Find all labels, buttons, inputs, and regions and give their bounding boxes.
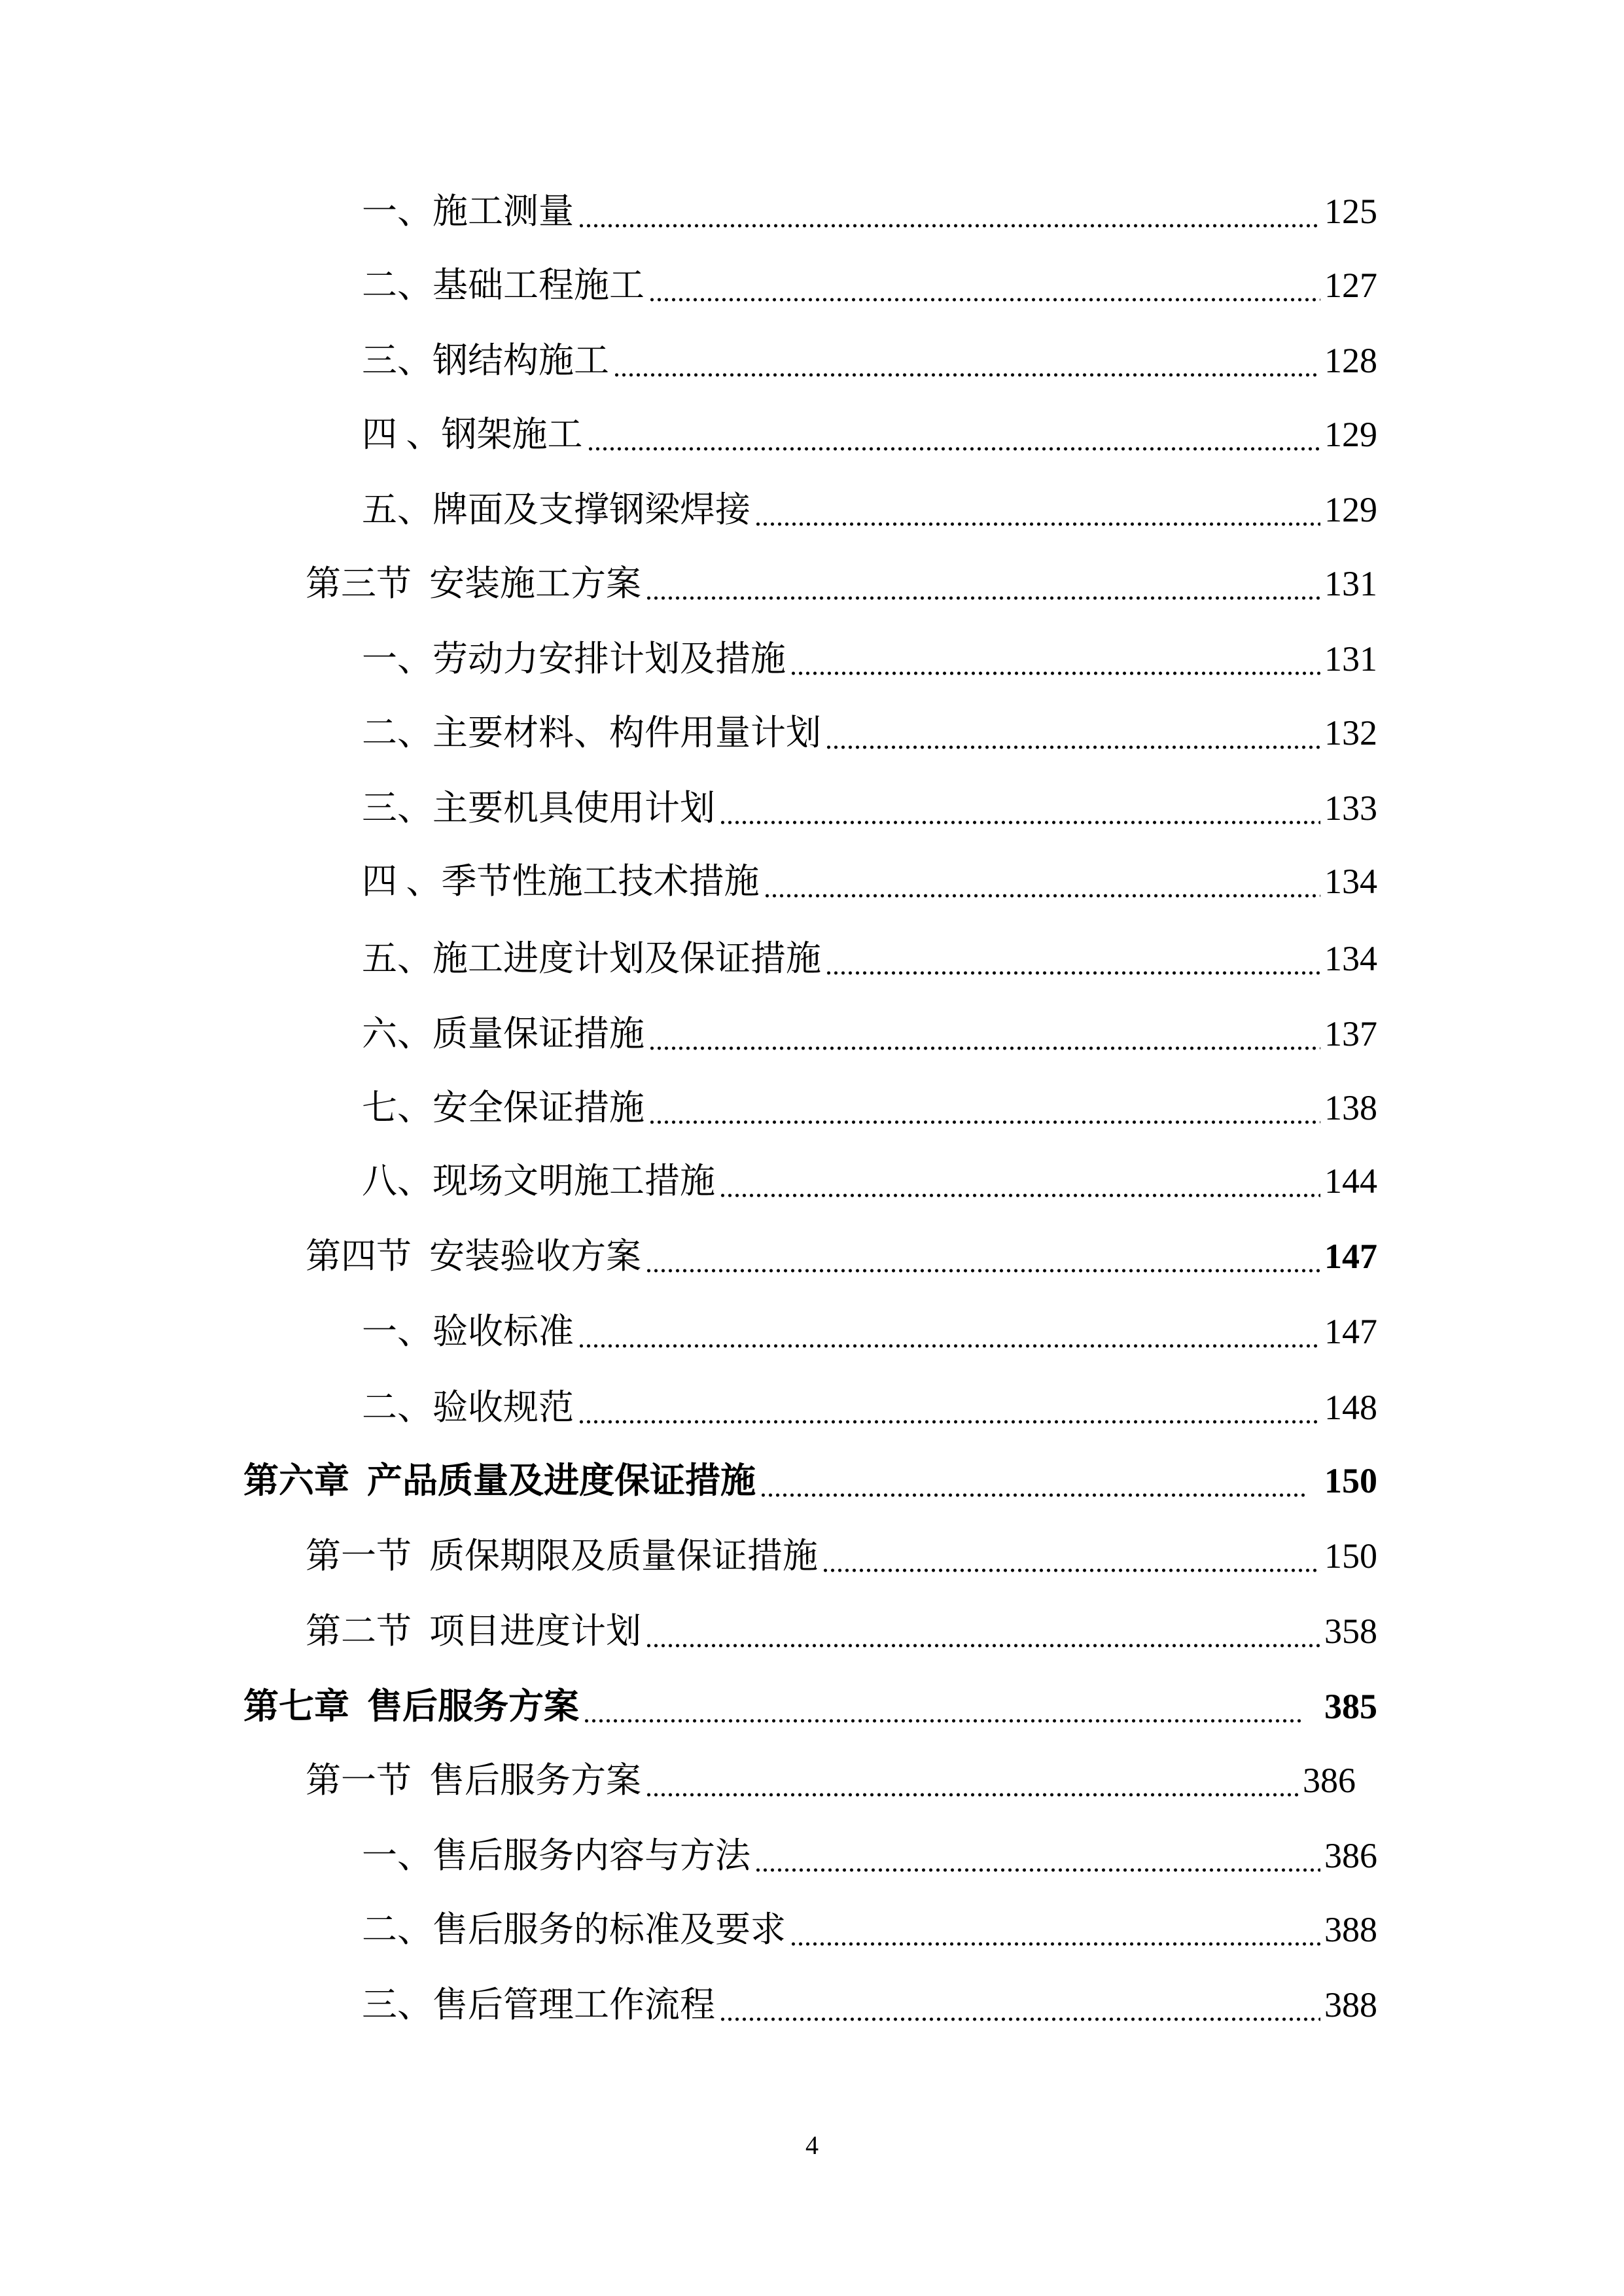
toc-entry-page: 134 <box>1324 862 1377 901</box>
toc-entry-title: 第三节 安装施工方案 <box>306 564 641 603</box>
toc-entry-page: 148 <box>1324 1388 1377 1427</box>
toc-entry[interactable] <box>0 408 1377 461</box>
toc-entry[interactable] <box>0 557 1377 610</box>
dot-leader <box>754 484 1320 536</box>
toc-entry[interactable] <box>0 1381 1377 1434</box>
toc-entry-page: 147 <box>1324 1312 1377 1351</box>
toc-entry-page: 358 <box>1324 1612 1377 1651</box>
dot-leader <box>648 1082 1320 1134</box>
dot-leader <box>790 633 1320 685</box>
toc-entry-page: 125 <box>1324 192 1377 231</box>
toc-entry[interactable] <box>0 1155 1377 1207</box>
dot-leader <box>760 1455 1305 1507</box>
toc-entry-title: 第一节 售后服务方案 <box>306 1761 641 1800</box>
toc-entry[interactable] <box>0 782 1377 834</box>
toc-entry-page: 386 <box>1303 1761 1356 1800</box>
toc-entry[interactable] <box>0 1903 1377 1956</box>
dot-leader <box>648 259 1320 311</box>
toc-entry[interactable] <box>0 1082 1377 1134</box>
toc-entry-page: 131 <box>1324 564 1377 603</box>
toc-entry-page: 129 <box>1324 415 1377 454</box>
dot-leader <box>648 1008 1320 1060</box>
toc-entry-title: 第二节 项目进度计划 <box>306 1612 641 1651</box>
toc-entry-page: 147 <box>1324 1237 1377 1276</box>
dot-leader <box>719 1155 1320 1207</box>
toc-entry[interactable] <box>0 259 1377 311</box>
toc-entry-page: 150 <box>1324 1536 1377 1576</box>
toc-entry[interactable] <box>0 1008 1377 1060</box>
toc-entry-page: 137 <box>1324 1014 1377 1053</box>
toc-entry-page: 388 <box>1324 1985 1377 2024</box>
dot-leader <box>578 1305 1320 1358</box>
toc-entry[interactable] <box>0 1605 1377 1657</box>
toc-entry[interactable] <box>0 1455 1377 1507</box>
toc-entry[interactable] <box>0 1829 1377 1882</box>
dot-leader <box>790 1903 1320 1956</box>
toc-entry[interactable] <box>0 1305 1377 1358</box>
toc-entry[interactable] <box>0 1754 1356 1807</box>
toc-entry-title: 二、验收规范 <box>362 1388 574 1427</box>
toc-entry[interactable] <box>0 484 1377 536</box>
toc-entry[interactable] <box>0 932 1377 985</box>
toc-entry-title: 四 、钢架施工 <box>362 415 583 454</box>
toc-entry[interactable] <box>0 1680 1377 1733</box>
dot-leader <box>578 185 1320 238</box>
toc-entry[interactable] <box>0 707 1377 759</box>
toc-entry-title: 五、牌面及支撑钢梁焊接 <box>362 490 750 529</box>
page-number: 4 <box>805 2130 819 2160</box>
toc-entry-page: 388 <box>1324 1910 1377 1949</box>
toc-entry-title: 第六章 产品质量及进度保证措施 <box>243 1461 756 1500</box>
toc-entry-page: 138 <box>1324 1088 1377 1127</box>
toc-entry-page: 133 <box>1324 788 1377 828</box>
dot-leader <box>754 1829 1320 1882</box>
dot-leader <box>645 1605 1320 1657</box>
toc-entry[interactable] <box>0 1979 1377 2031</box>
toc-entry-title: 四 、季节性施工技术措施 <box>362 862 760 901</box>
toc-entry-title: 二、基础工程施工 <box>362 266 644 305</box>
toc-entry-title: 五、施工进度计划及保证措施 <box>362 939 821 978</box>
toc-entry-title: 第七章 售后服务方案 <box>243 1687 579 1726</box>
toc-entry-title: 第四节 安装验收方案 <box>306 1237 641 1276</box>
toc-entry[interactable] <box>0 1230 1377 1282</box>
toc-entry-title: 三、主要机具使用计划 <box>362 788 715 828</box>
toc-entry-page: 127 <box>1324 266 1377 305</box>
toc-entry-title: 三、钢结构施工 <box>362 341 609 380</box>
toc-entry[interactable] <box>0 1530 1377 1582</box>
toc-entry-title: 三、售后管理工作流程 <box>362 1985 715 2024</box>
dot-leader <box>719 1979 1320 2031</box>
dot-leader <box>822 1530 1320 1582</box>
toc-entry-page: 128 <box>1324 341 1377 380</box>
dot-leader <box>583 1680 1305 1733</box>
toc-entry-title: 一、售后服务内容与方法 <box>362 1836 750 1875</box>
toc-entry-page: 129 <box>1324 490 1377 529</box>
toc-entry-page: 132 <box>1324 713 1377 752</box>
toc-entry-title: 第一节 质保期限及质量保证措施 <box>306 1536 818 1576</box>
toc-entry-page: 386 <box>1324 1836 1377 1875</box>
toc-entry-page: 385 <box>1324 1687 1377 1726</box>
dot-leader <box>613 334 1320 387</box>
dot-leader <box>645 1230 1320 1282</box>
toc-entry-page: 144 <box>1324 1161 1377 1201</box>
toc-entry-title: 八、现场文明施工措施 <box>362 1161 715 1201</box>
toc-entry[interactable] <box>0 185 1377 238</box>
dot-leader <box>764 855 1321 908</box>
dot-leader <box>719 782 1320 834</box>
dot-leader <box>578 1381 1320 1434</box>
toc-entry-title: 一、施工测量 <box>362 192 574 231</box>
toc-entry-title: 七、安全保证措施 <box>362 1088 644 1127</box>
toc-entry[interactable] <box>0 334 1377 387</box>
dot-leader <box>587 408 1321 461</box>
toc-entry-title: 二、售后服务的标准及要求 <box>362 1910 786 1949</box>
dot-leader <box>825 932 1320 985</box>
toc-entry-page: 150 <box>1324 1461 1377 1500</box>
toc-entry-title: 二、主要材料、构件用量计划 <box>362 713 821 752</box>
toc-entry-title: 一、劳动力安排计划及措施 <box>362 639 786 679</box>
toc-entry-title: 一、验收标准 <box>362 1312 574 1351</box>
dot-leader <box>645 1754 1299 1807</box>
toc-entry[interactable] <box>0 633 1377 685</box>
toc-entry-page: 134 <box>1324 939 1377 978</box>
toc-entry[interactable] <box>0 855 1377 908</box>
dot-leader <box>645 557 1320 610</box>
toc-entry-title: 六、质量保证措施 <box>362 1014 644 1053</box>
toc-entry-page: 131 <box>1324 639 1377 679</box>
dot-leader <box>825 707 1320 759</box>
